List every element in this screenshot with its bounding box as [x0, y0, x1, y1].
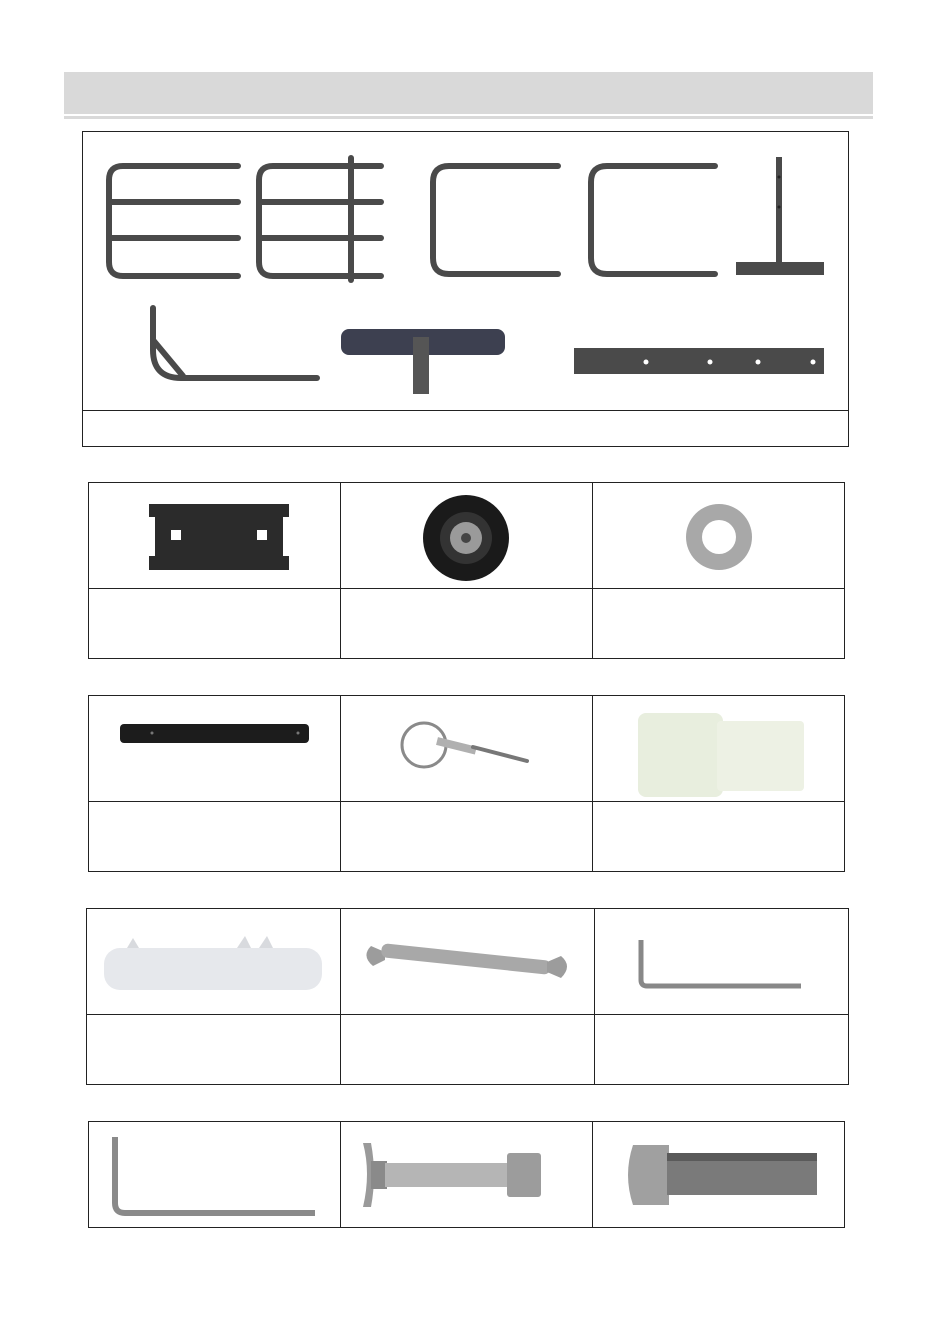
header-bar: [64, 72, 873, 114]
part-caption-cell: [593, 802, 845, 872]
part-cell: [593, 1122, 845, 1228]
part-caption-cell: [89, 802, 341, 872]
flat-bar-icon: [574, 348, 824, 374]
frame-c-icon-2: [591, 166, 715, 274]
frame-e-crossbar-icon: [259, 158, 381, 280]
part-cell: [341, 909, 595, 1015]
part-cell: [593, 483, 845, 589]
allen-key-large-icon: [89, 1123, 340, 1227]
screw-icon: [593, 1123, 844, 1227]
t-stand-icon: [736, 157, 824, 275]
frame-c-icon: [433, 166, 558, 274]
washer-icon: [593, 484, 844, 588]
frame-e-3rail-icon: [109, 166, 238, 276]
l-frame-icon: [153, 308, 317, 378]
part-cell: [341, 483, 593, 589]
parts-table-2: [88, 695, 845, 872]
part-caption-cell: [89, 589, 341, 659]
part-cell: [341, 696, 593, 802]
part-cell: [89, 1122, 341, 1228]
parts-table-1: [88, 482, 845, 659]
carriage-bolt-icon: [341, 1123, 592, 1227]
foam-handle-icon: [341, 329, 505, 394]
part-cell: [595, 909, 849, 1015]
part-caption-cell: [341, 802, 593, 872]
ring-pin-icon: [341, 697, 592, 801]
part-caption-cell: [341, 1015, 595, 1085]
wheel-icon: [341, 484, 592, 588]
part-cell: [341, 1122, 593, 1228]
part-cell: [593, 696, 845, 802]
parts-table-3: [86, 908, 849, 1085]
wrench-icon: [341, 910, 594, 1014]
plastic-plug-icon: [593, 697, 844, 801]
frames-caption-row: [83, 410, 848, 446]
allen-key-icon: [595, 910, 848, 1014]
part-cell: [87, 909, 341, 1015]
plastic-sleeve-icon: [87, 910, 340, 1014]
frames-parts-box: [82, 131, 849, 447]
part-caption-cell: [87, 1015, 341, 1085]
part-cell: [89, 483, 341, 589]
part-caption-cell: [595, 1015, 849, 1085]
frame-parts-illustration: [83, 132, 848, 410]
part-caption-cell: [593, 589, 845, 659]
u-channel-bracket-icon: [89, 484, 340, 588]
header-divider: [64, 116, 873, 119]
part-cell: [89, 696, 341, 802]
axle-icon: [89, 697, 340, 801]
parts-table-4: [88, 1121, 845, 1228]
part-caption-cell: [341, 589, 593, 659]
